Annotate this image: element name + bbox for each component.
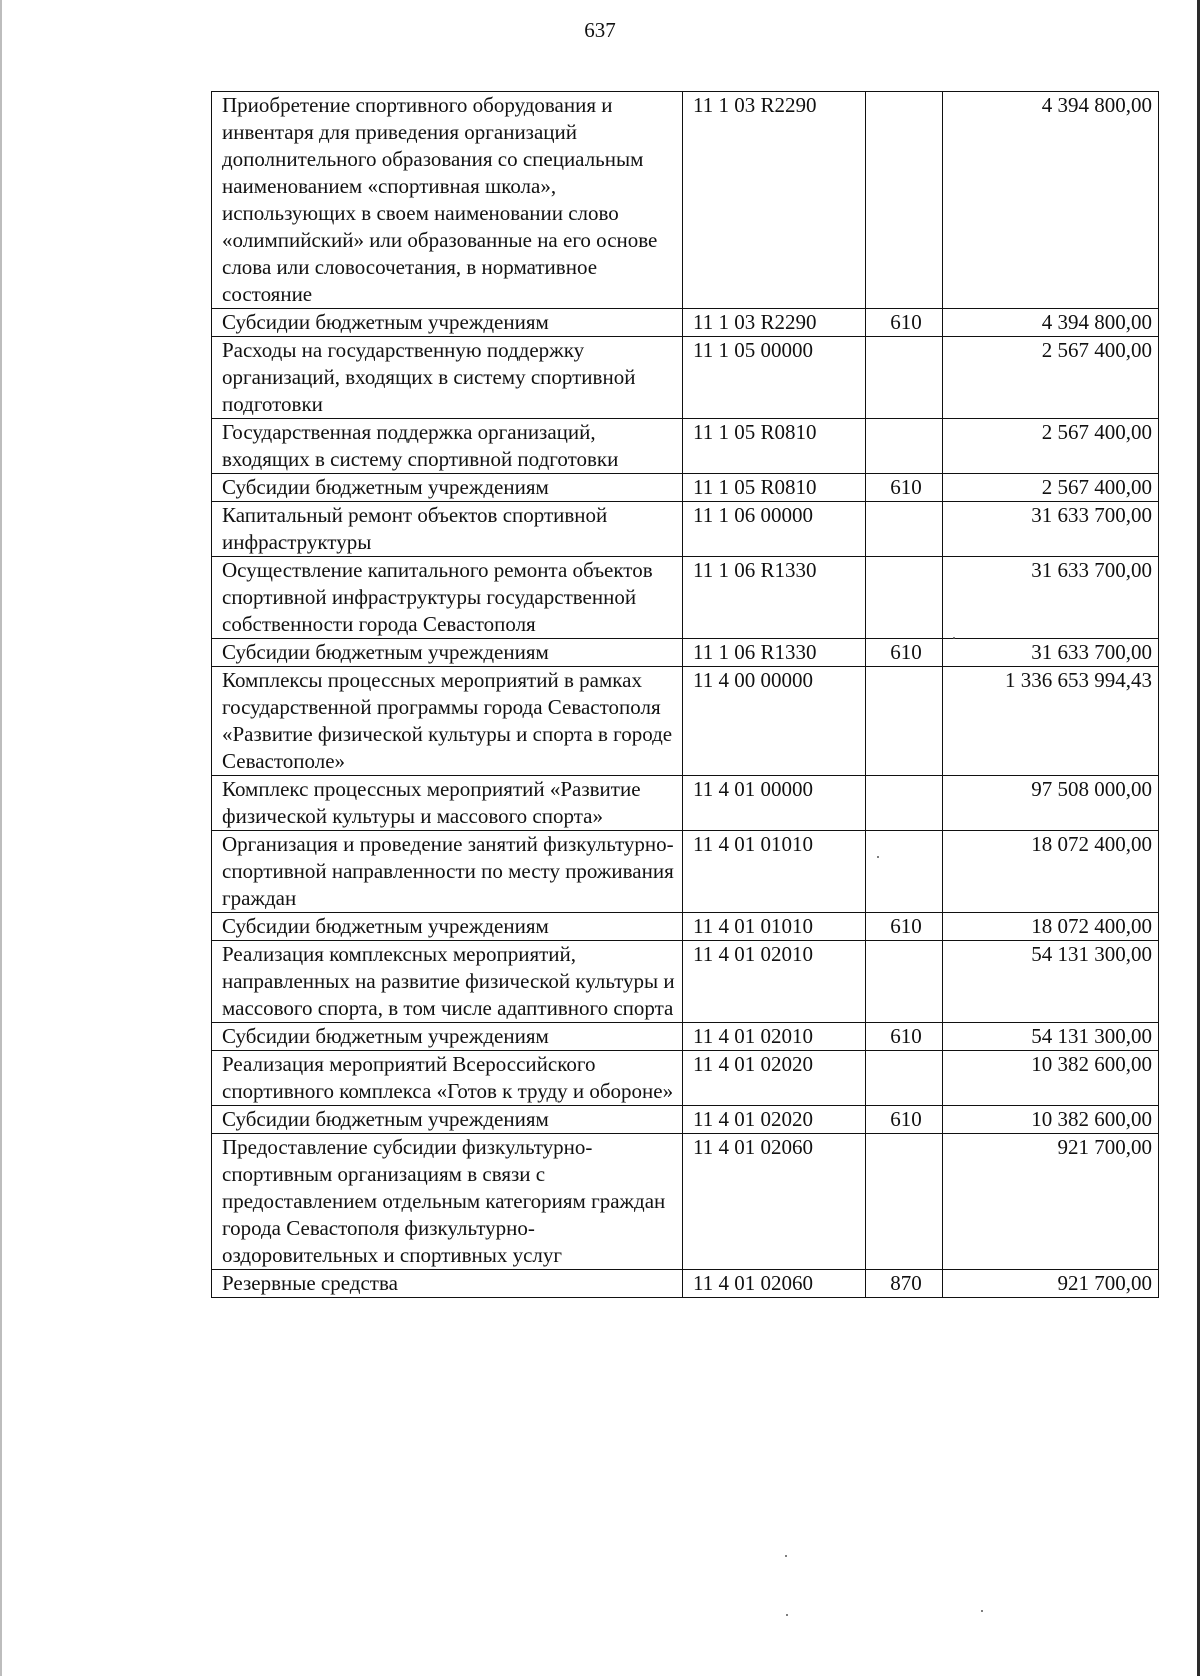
row-name: Резервные средства	[212, 1270, 683, 1298]
row-code: 11 1 06 R1330	[683, 557, 866, 639]
row-expense-type: 610	[866, 1023, 943, 1051]
budget-table-body	[212, 92, 1159, 1298]
table-row	[212, 309, 1159, 337]
row-name: Предоставление субсидии физкультурно-спортивным организациям в связи с предоставлением отдельным категориям граждан города Севастополя физкультурно-оздоровительных и спортивных услуг	[212, 1134, 683, 1270]
table-row	[212, 92, 1159, 309]
table-row	[212, 1051, 1159, 1106]
table-row	[212, 667, 1159, 776]
row-name: Капитальный ремонт объектов спортивной инфраструктуры	[212, 502, 683, 557]
row-code: 11 4 01 01010	[683, 913, 866, 941]
row-amount: 10 382 600,00	[943, 1106, 1159, 1134]
row-expense-type	[866, 502, 943, 557]
row-code: 11 1 05 R0810	[683, 474, 866, 502]
row-name: Реализация мероприятий Всероссийского спортивного комплекса «Готов к труду и обороне»	[212, 1051, 683, 1106]
row-amount: 2 567 400,00	[943, 337, 1159, 419]
row-code: 11 4 01 02060	[683, 1270, 866, 1298]
row-expense-type	[866, 1051, 943, 1106]
row-code: 11 4 01 02060	[683, 1134, 866, 1270]
row-amount: 4 394 800,00	[943, 92, 1159, 309]
table-row	[212, 639, 1159, 667]
row-name: Расходы на государственную поддержку организаций, входящих в систему спортивной подготовки	[212, 337, 683, 419]
scan-left-edge	[0, 0, 2, 1676]
row-amount: 4 394 800,00	[943, 309, 1159, 337]
row-expense-type	[866, 776, 943, 831]
row-code: 11 4 01 00000	[683, 776, 866, 831]
row-name: Государственная поддержка организаций, входящих в систему спортивной подготовки	[212, 419, 683, 474]
row-name: Субсидии бюджетным учреждениям	[212, 639, 683, 667]
row-amount: 31 633 700,00	[943, 502, 1159, 557]
scan-speck	[785, 1555, 787, 1557]
row-name: Субсидии бюджетным учреждениям	[212, 309, 683, 337]
row-amount: 2 567 400,00	[943, 419, 1159, 474]
row-amount: 1 336 653 994,43	[943, 667, 1159, 776]
row-code: 11 4 01 02020	[683, 1051, 866, 1106]
row-code: 11 1 03 R2290	[683, 92, 866, 309]
table-row	[212, 1270, 1159, 1298]
row-code: 11 4 00 00000	[683, 667, 866, 776]
row-amount: 18 072 400,00	[943, 831, 1159, 913]
table-row	[212, 776, 1159, 831]
row-amount: 97 508 000,00	[943, 776, 1159, 831]
page-number: 637	[584, 18, 616, 42]
row-code: 11 4 01 02020	[683, 1106, 866, 1134]
table-row	[212, 913, 1159, 941]
row-code: 11 4 01 01010	[683, 831, 866, 913]
table-row	[212, 1134, 1159, 1270]
row-name: Осуществление капитального ремонта объектов спортивной инфраструктуры государственной собственности города Севастополя	[212, 557, 683, 639]
table-row	[212, 474, 1159, 502]
row-code: 11 1 06 R1330	[683, 639, 866, 667]
scan-speck	[953, 637, 955, 639]
row-amount: 54 131 300,00	[943, 941, 1159, 1023]
row-amount: 31 633 700,00	[943, 639, 1159, 667]
row-expense-type: 610	[866, 913, 943, 941]
row-code: 11 4 01 02010	[683, 941, 866, 1023]
table-row	[212, 557, 1159, 639]
row-name: Субсидии бюджетным учреждениям	[212, 1106, 683, 1134]
row-name: Комплексы процессных мероприятий в рамках государственной программы города Севастополя «Развитие физической культуры и спорта в городе Севастополе»	[212, 667, 683, 776]
budget-table	[211, 91, 1159, 1298]
table-row	[212, 1106, 1159, 1134]
row-name: Организация и проведение занятий физкультурно-спортивной направленности по месту проживания граждан	[212, 831, 683, 913]
row-expense-type	[866, 1134, 943, 1270]
scan-speck	[877, 856, 879, 858]
row-amount: 921 700,00	[943, 1134, 1159, 1270]
row-code: 11 1 06 00000	[683, 502, 866, 557]
row-expense-type: 610	[866, 309, 943, 337]
row-expense-type	[866, 667, 943, 776]
row-expense-type	[866, 337, 943, 419]
row-amount: 18 072 400,00	[943, 913, 1159, 941]
row-name: Комплекс процессных мероприятий «Развитие физической культуры и массового спорта»	[212, 776, 683, 831]
row-expense-type: 610	[866, 474, 943, 502]
row-expense-type	[866, 557, 943, 639]
row-code: 11 1 03 R2290	[683, 309, 866, 337]
row-amount: 31 633 700,00	[943, 557, 1159, 639]
row-code: 11 4 01 02010	[683, 1023, 866, 1051]
table-row	[212, 419, 1159, 474]
row-name: Субсидии бюджетным учреждениям	[212, 474, 683, 502]
table-row	[212, 502, 1159, 557]
row-name: Субсидии бюджетным учреждениям	[212, 913, 683, 941]
row-amount: 10 382 600,00	[943, 1051, 1159, 1106]
row-expense-type	[866, 831, 943, 913]
row-name: Приобретение спортивного оборудования и инвентаря для приведения организаций дополнительного образования со специальным наименованием «спортивная школа», использующих в своем наименовании слово «олимпийский» или образованные на его основе слова или словосочетания, в нормативное состояние	[212, 92, 683, 309]
row-code: 11 1 05 00000	[683, 337, 866, 419]
table-row	[212, 337, 1159, 419]
table-row	[212, 831, 1159, 913]
row-amount: 921 700,00	[943, 1270, 1159, 1298]
row-expense-type	[866, 419, 943, 474]
row-amount: 54 131 300,00	[943, 1023, 1159, 1051]
row-expense-type	[866, 941, 943, 1023]
row-name: Субсидии бюджетным учреждениям	[212, 1023, 683, 1051]
row-expense-type: 610	[866, 1106, 943, 1134]
scan-speck	[981, 1610, 983, 1612]
row-expense-type: 870	[866, 1270, 943, 1298]
row-expense-type: 610	[866, 639, 943, 667]
table-row	[212, 941, 1159, 1023]
row-name: Реализация комплексных мероприятий, направленных на развитие физической культуры и массового спорта, в том числе адаптивного спорта	[212, 941, 683, 1023]
row-amount: 2 567 400,00	[943, 474, 1159, 502]
row-expense-type	[866, 92, 943, 309]
scan-speck	[786, 1614, 788, 1616]
row-code: 11 1 05 R0810	[683, 419, 866, 474]
table-row	[212, 1023, 1159, 1051]
